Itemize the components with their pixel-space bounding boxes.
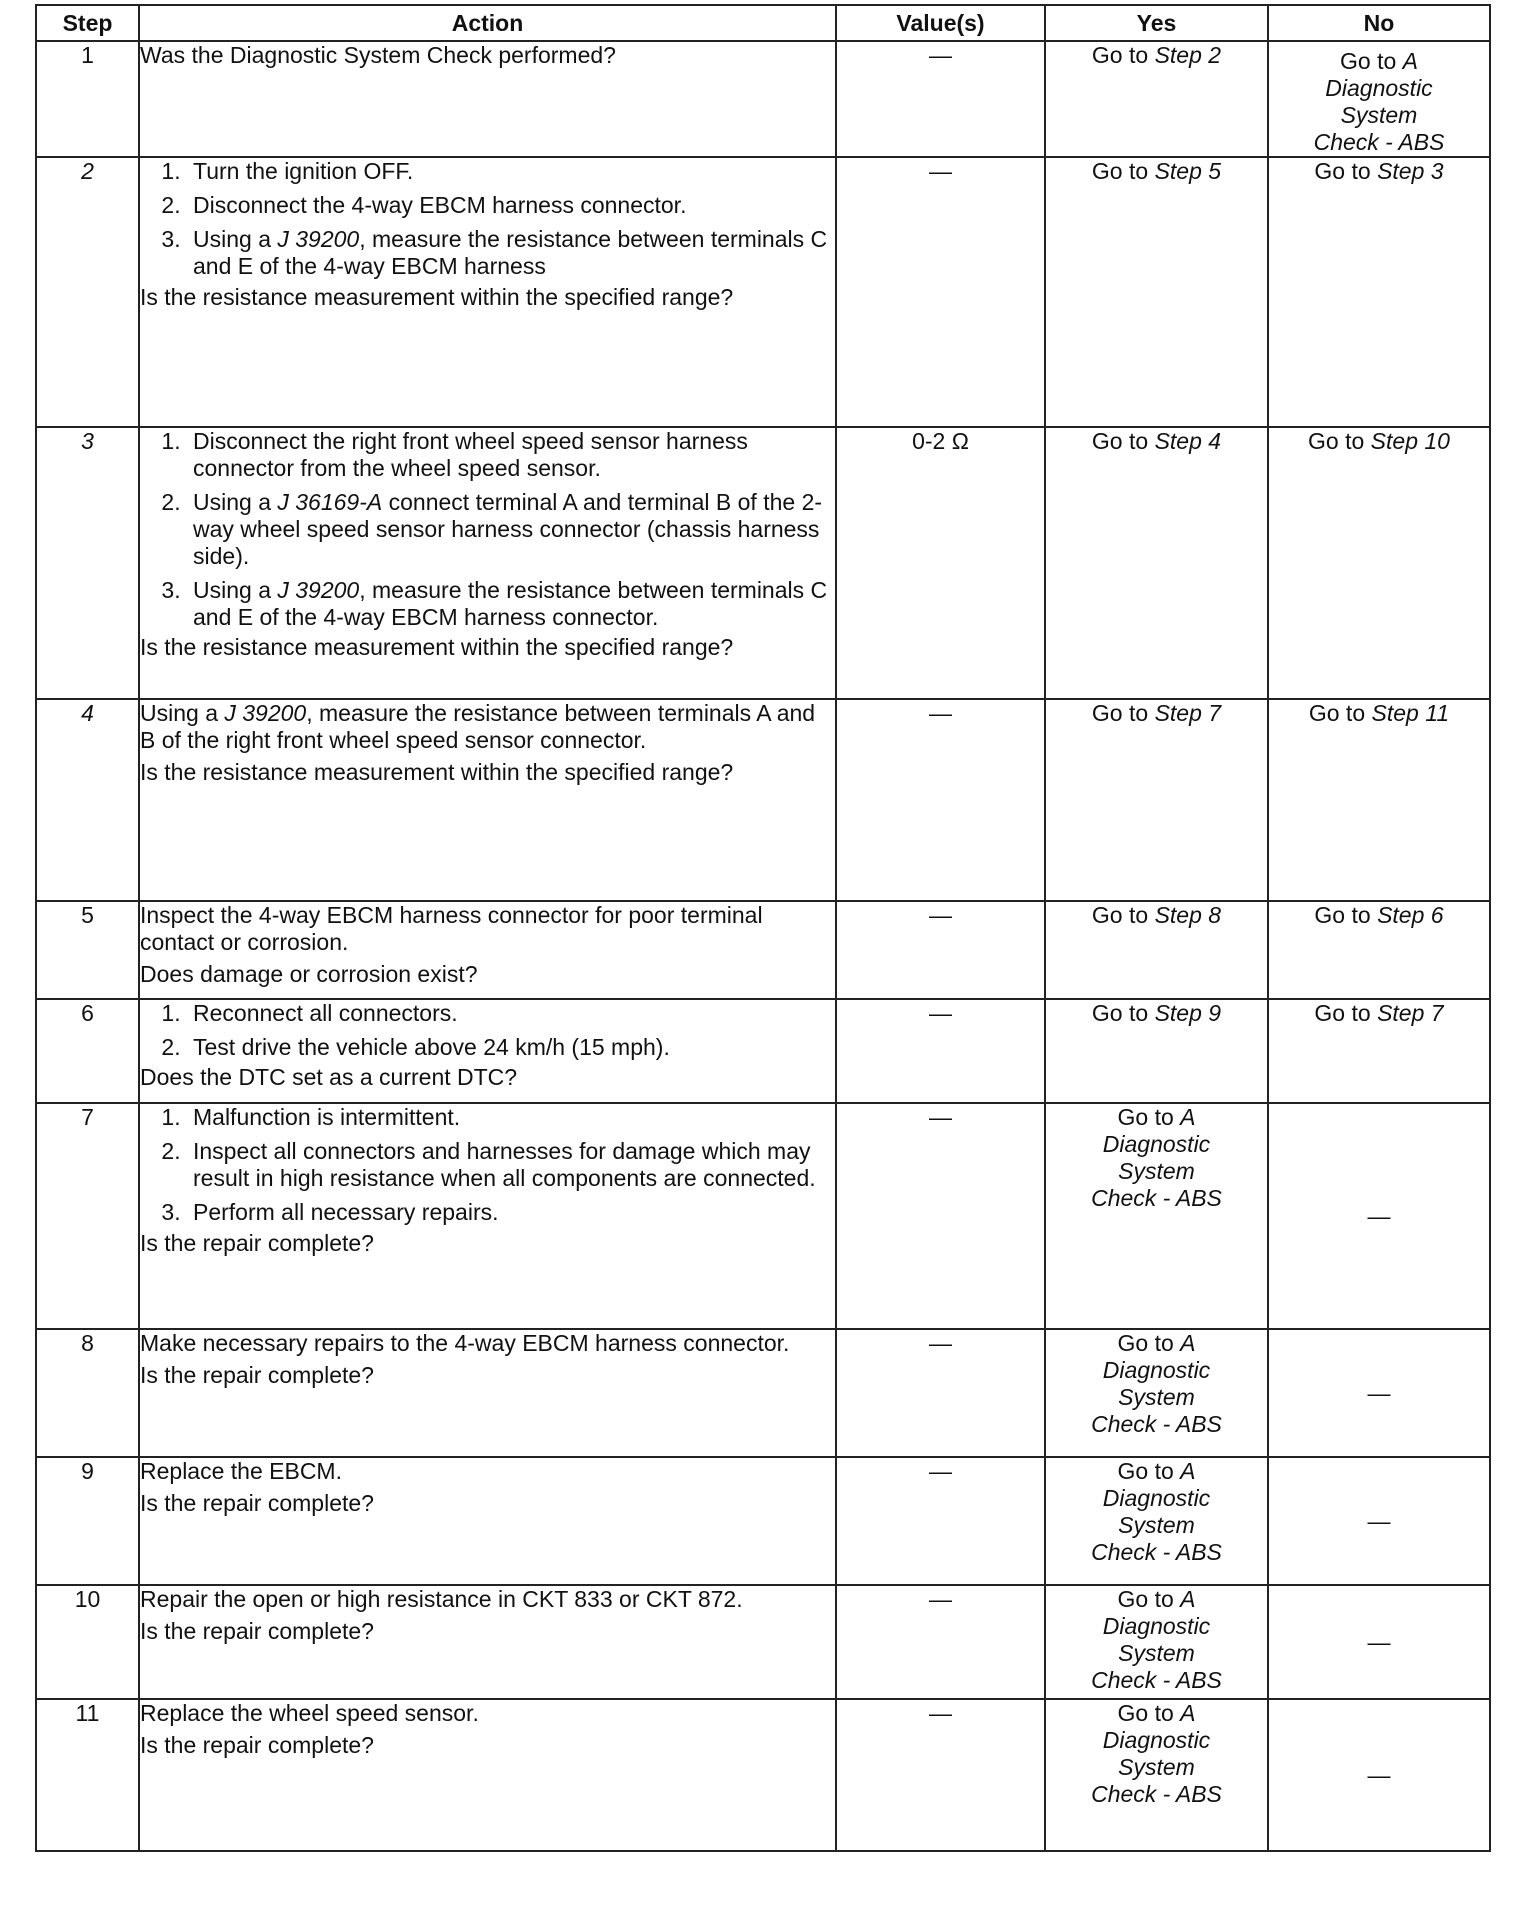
action-item: 1. Malfunction is intermittent. bbox=[187, 1104, 835, 1131]
action-question: Is the repair complete? bbox=[140, 1618, 374, 1644]
yes-cell: Go to A Diagnostic System Check - ABS bbox=[1045, 1457, 1268, 1585]
yes-cell: Go to A Diagnostic System Check - ABS bbox=[1045, 1103, 1268, 1329]
diag-check-line: System bbox=[1340, 102, 1418, 128]
no-step: 3 bbox=[1430, 158, 1444, 184]
action-item: 2. Test drive the vehicle above 24 km/h (15 mph). bbox=[187, 1034, 835, 1061]
go-to-text: Go to bbox=[1091, 42, 1149, 68]
yes-step: 4 bbox=[1208, 428, 1222, 454]
action-question: Is the repair complete? bbox=[140, 1362, 374, 1388]
header-no: No bbox=[1268, 5, 1490, 41]
no-cell: Go to Step 10 bbox=[1268, 427, 1490, 699]
action-text: Replace the EBCM. bbox=[140, 1458, 342, 1484]
yes-step: 5 bbox=[1208, 158, 1222, 184]
go-to-text: Go to bbox=[1340, 48, 1397, 74]
yes-cell: Go to Step 4 bbox=[1045, 427, 1268, 699]
table-row bbox=[36, 999, 1490, 1103]
no-cell: Go to Step 3 bbox=[1268, 157, 1490, 427]
action-cell bbox=[139, 157, 836, 427]
no-cell: — bbox=[1268, 1699, 1490, 1851]
header-step: Step bbox=[36, 5, 139, 41]
diag-check-line: Diagnostic bbox=[1325, 75, 1433, 101]
no-step: 11 bbox=[1425, 700, 1450, 726]
yes-cell bbox=[1045, 41, 1268, 157]
step-number: 8 bbox=[36, 1329, 139, 1457]
action-text: Using a J 39200, measure the resistance between terminals A and B of the right front wheel speed sensor connector. bbox=[140, 700, 816, 753]
action-text: Make necessary repairs to the 4-way EBCM harness connector. bbox=[140, 1330, 790, 1356]
value-cell: — bbox=[836, 1103, 1045, 1329]
action-item: 2. Inspect all connectors and harnesses for damage which may result in high resistance when all components are connected. bbox=[187, 1138, 835, 1192]
no-cell bbox=[1268, 41, 1490, 157]
no-cell: Go to Step 7 bbox=[1268, 999, 1490, 1103]
action-question: Does the DTC set as a current DTC? bbox=[140, 1064, 518, 1090]
action-text: Inspect the 4-way EBCM harness connector for poor terminal contact or corrosion. bbox=[140, 902, 763, 955]
step-number: 5 bbox=[36, 901, 139, 999]
action-text: Repair the open or high resistance in CKT 833 or CKT 872. bbox=[140, 1586, 743, 1612]
table-row bbox=[36, 699, 1490, 901]
diag-check-line: Check - ABS bbox=[1313, 129, 1445, 155]
value-cell: — bbox=[836, 1699, 1045, 1851]
action-item: 1. Turn the ignition OFF. bbox=[187, 158, 835, 185]
yes-cell: Go to Step 7 bbox=[1045, 699, 1268, 901]
tool-name: J 39200 bbox=[224, 700, 307, 726]
table-row bbox=[36, 41, 1490, 157]
action-cell bbox=[139, 699, 836, 901]
no-cell: — bbox=[1268, 1103, 1490, 1329]
value-cell: — bbox=[836, 901, 1045, 999]
value-cell: — bbox=[836, 157, 1045, 427]
header-row bbox=[36, 5, 1490, 41]
step-number: 7 bbox=[36, 1103, 139, 1329]
value-cell: — bbox=[836, 1329, 1045, 1457]
step-number: 6 bbox=[36, 999, 139, 1103]
action-cell bbox=[139, 999, 836, 1103]
header-values: Value(s) bbox=[836, 5, 1045, 41]
step-number: 3 bbox=[36, 427, 139, 699]
action-question: Is the repair complete? bbox=[140, 1490, 374, 1516]
yes-cell: Go to Step 9 bbox=[1045, 999, 1268, 1103]
table-row bbox=[36, 1457, 1490, 1585]
action-cell bbox=[139, 1103, 836, 1329]
value-cell: — bbox=[836, 1585, 1045, 1699]
action-question: Is the repair complete? bbox=[140, 1732, 374, 1758]
yes-cell: Go to Step 5 bbox=[1045, 157, 1268, 427]
action-cell bbox=[139, 41, 836, 157]
action-cell bbox=[139, 1699, 836, 1851]
table-row bbox=[36, 157, 1490, 427]
no-step: 6 bbox=[1430, 902, 1444, 928]
no-step: 7 bbox=[1430, 1000, 1444, 1026]
no-cell: — bbox=[1268, 1457, 1490, 1585]
yes-cell: Go to A Diagnostic System Check - ABS bbox=[1045, 1585, 1268, 1699]
table-row bbox=[36, 1585, 1490, 1699]
value-cell: — bbox=[836, 999, 1045, 1103]
action-text: Replace the wheel speed sensor. bbox=[140, 1700, 479, 1726]
value-cell: — bbox=[836, 1457, 1045, 1585]
table-row bbox=[36, 901, 1490, 999]
action-question: Is the resistance measurement within the specified range? bbox=[140, 284, 734, 310]
table-row bbox=[36, 427, 1490, 699]
tool-name: J 39200 bbox=[277, 577, 360, 603]
yes-cell: Go to A Diagnostic System Check - ABS bbox=[1045, 1329, 1268, 1457]
diag-check-line: A bbox=[1402, 48, 1418, 74]
step-number: 10 bbox=[36, 1585, 139, 1699]
no-step: 10 bbox=[1424, 428, 1450, 454]
action-item: 2. Disconnect the 4-way EBCM harness connector. bbox=[187, 192, 835, 219]
action-item: 3. Using a J 39200, measure the resistance between terminals C and E of the 4-way EBCM harness bbox=[187, 226, 835, 280]
action-item: 3. Using a J 39200, measure the resistance between terminals C and E of the 4-way EBCM harness connector. bbox=[187, 577, 835, 631]
no-cell: Go to Step 6 bbox=[1268, 901, 1490, 999]
tool-name: J 39200 bbox=[277, 226, 360, 252]
action-question: Is the resistance measurement within the specified range? bbox=[140, 634, 734, 660]
step-number: 11 bbox=[36, 1699, 139, 1851]
action-cell bbox=[139, 1585, 836, 1699]
no-cell: Go to Step 11 bbox=[1268, 699, 1490, 901]
action-item: 1. Reconnect all connectors. bbox=[187, 1000, 835, 1027]
no-cell: — bbox=[1268, 1585, 1490, 1699]
yes-cell: Go to Step 8 bbox=[1045, 901, 1268, 999]
yes-step: 7 bbox=[1208, 700, 1222, 726]
yes-step: 2 bbox=[1208, 42, 1222, 68]
value-cell: — bbox=[836, 699, 1045, 901]
value-cell: — bbox=[836, 41, 1045, 157]
action-question: Is the resistance measurement within the specified range? bbox=[140, 759, 734, 785]
value-cell: 0-2 Ω bbox=[836, 427, 1045, 699]
step-number: 4 bbox=[36, 699, 139, 901]
action-item: 2. Using a J 36169-A connect terminal A and terminal B of the 2-way wheel speed sensor harness connector (chassis harness side). bbox=[187, 489, 835, 570]
table-row bbox=[36, 1103, 1490, 1329]
action-question: Does damage or corrosion exist? bbox=[140, 961, 478, 987]
tool-name: J 36169-A bbox=[277, 489, 383, 515]
yes-step: 8 bbox=[1208, 902, 1222, 928]
action-cell bbox=[139, 1329, 836, 1457]
table-row bbox=[36, 1699, 1490, 1851]
header-yes: Yes bbox=[1045, 5, 1268, 41]
step-number: 9 bbox=[36, 1457, 139, 1585]
diagnostic-table bbox=[35, 4, 1491, 1852]
step-number: 2 bbox=[36, 157, 139, 427]
action-text: Was the Diagnostic System Check performed? bbox=[140, 42, 616, 68]
step-word: Step bbox=[1154, 42, 1202, 68]
action-item: 3. Perform all necessary repairs. bbox=[187, 1199, 835, 1226]
action-cell bbox=[139, 427, 836, 699]
table-row bbox=[36, 1329, 1490, 1457]
step-number: 1 bbox=[36, 41, 139, 157]
yes-cell: Go to A Diagnostic System Check - ABS bbox=[1045, 1699, 1268, 1851]
yes-step: 9 bbox=[1208, 1000, 1222, 1026]
action-question: Is the repair complete? bbox=[140, 1230, 374, 1256]
no-cell: — bbox=[1268, 1329, 1490, 1457]
action-cell bbox=[139, 901, 836, 999]
action-item: 1. Disconnect the right front wheel speed sensor harness connector from the wheel speed sensor. bbox=[187, 428, 835, 482]
header-action: Action bbox=[139, 5, 836, 41]
action-cell bbox=[139, 1457, 836, 1585]
